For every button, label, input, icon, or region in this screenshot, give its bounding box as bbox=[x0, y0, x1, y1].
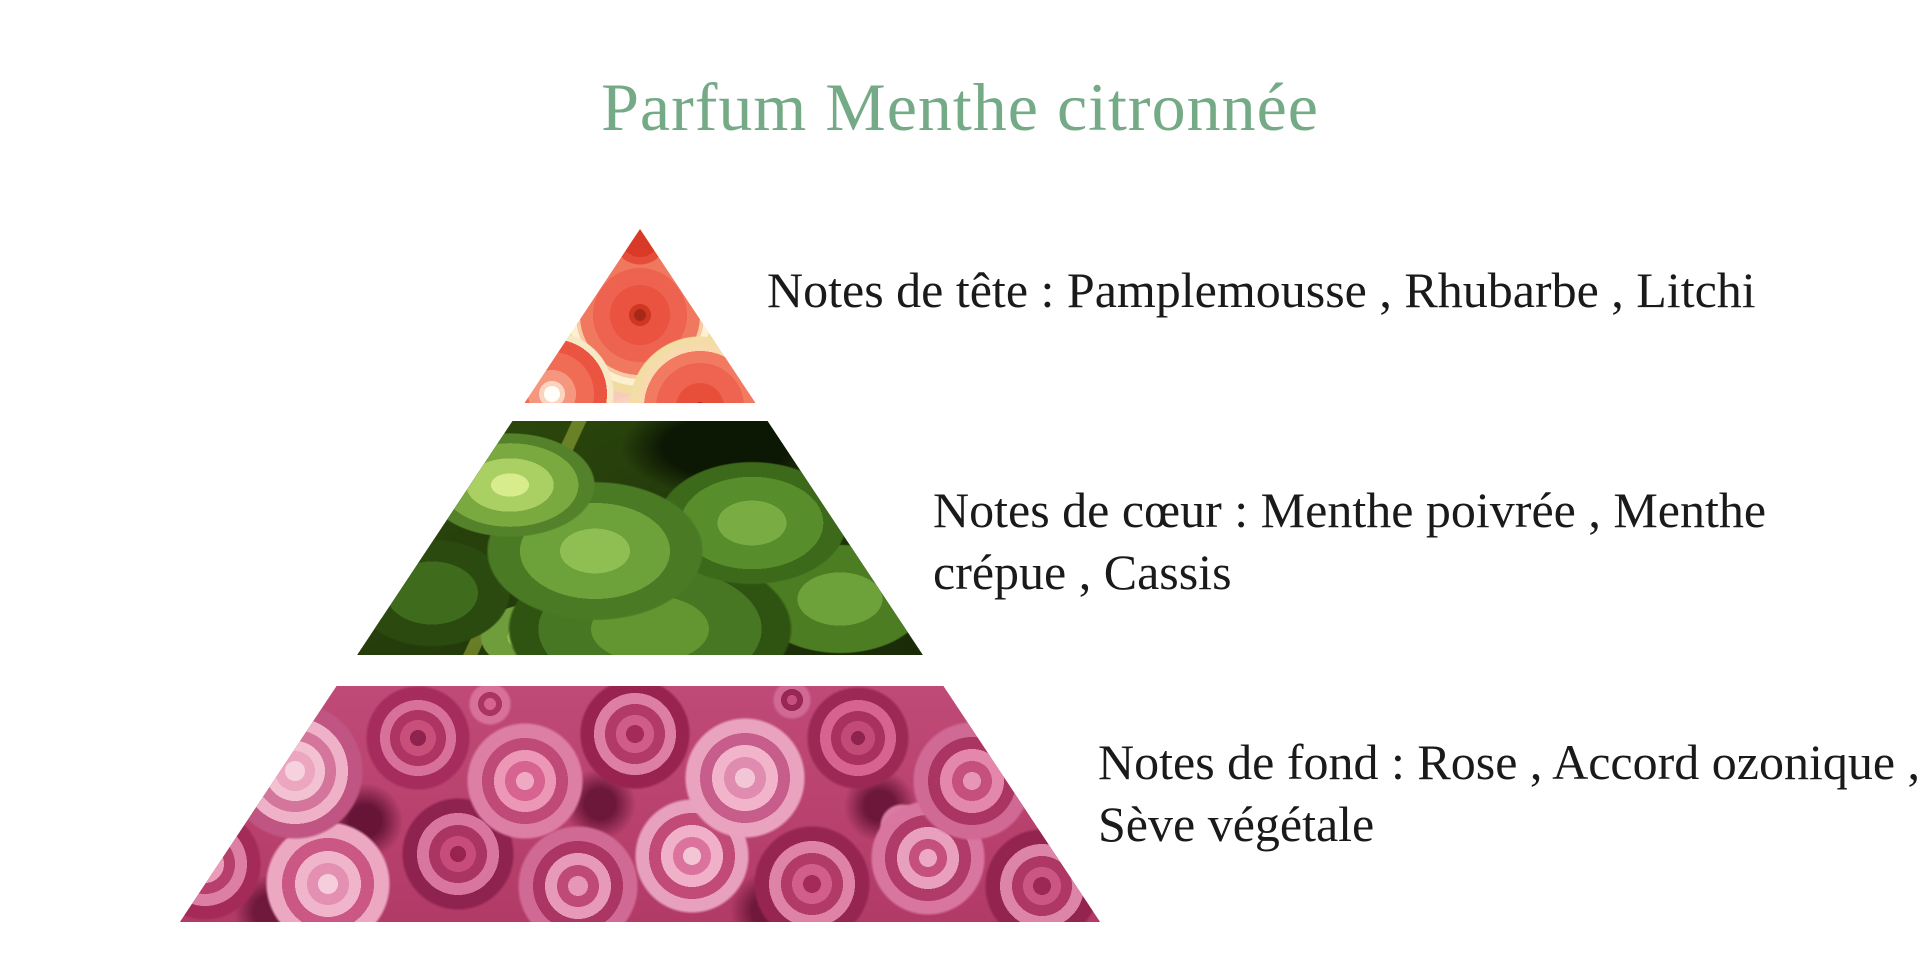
note-fond-line-1: Notes de fond : Rose , Accord ozonique , bbox=[1098, 734, 1920, 790]
note-fond-line-2: Sève végétale bbox=[1098, 796, 1375, 852]
note-coeur-line-1: Notes de cœur : Menthe poivrée , Menthe bbox=[933, 482, 1767, 538]
note-coeur-text bbox=[933, 479, 1766, 603]
note-tete-line-1: Notes de tête : Pamplemousse , Rhubarbe , Litchi bbox=[767, 262, 1756, 318]
note-coeur-line-2: crépue , Cassis bbox=[933, 544, 1232, 600]
note-fond-text bbox=[1098, 731, 1920, 855]
note-tete-text bbox=[767, 259, 1756, 321]
page-title: Parfum Menthe citronnée bbox=[601, 68, 1319, 145]
pyramid-level-bottom-roses-image bbox=[180, 686, 1100, 922]
